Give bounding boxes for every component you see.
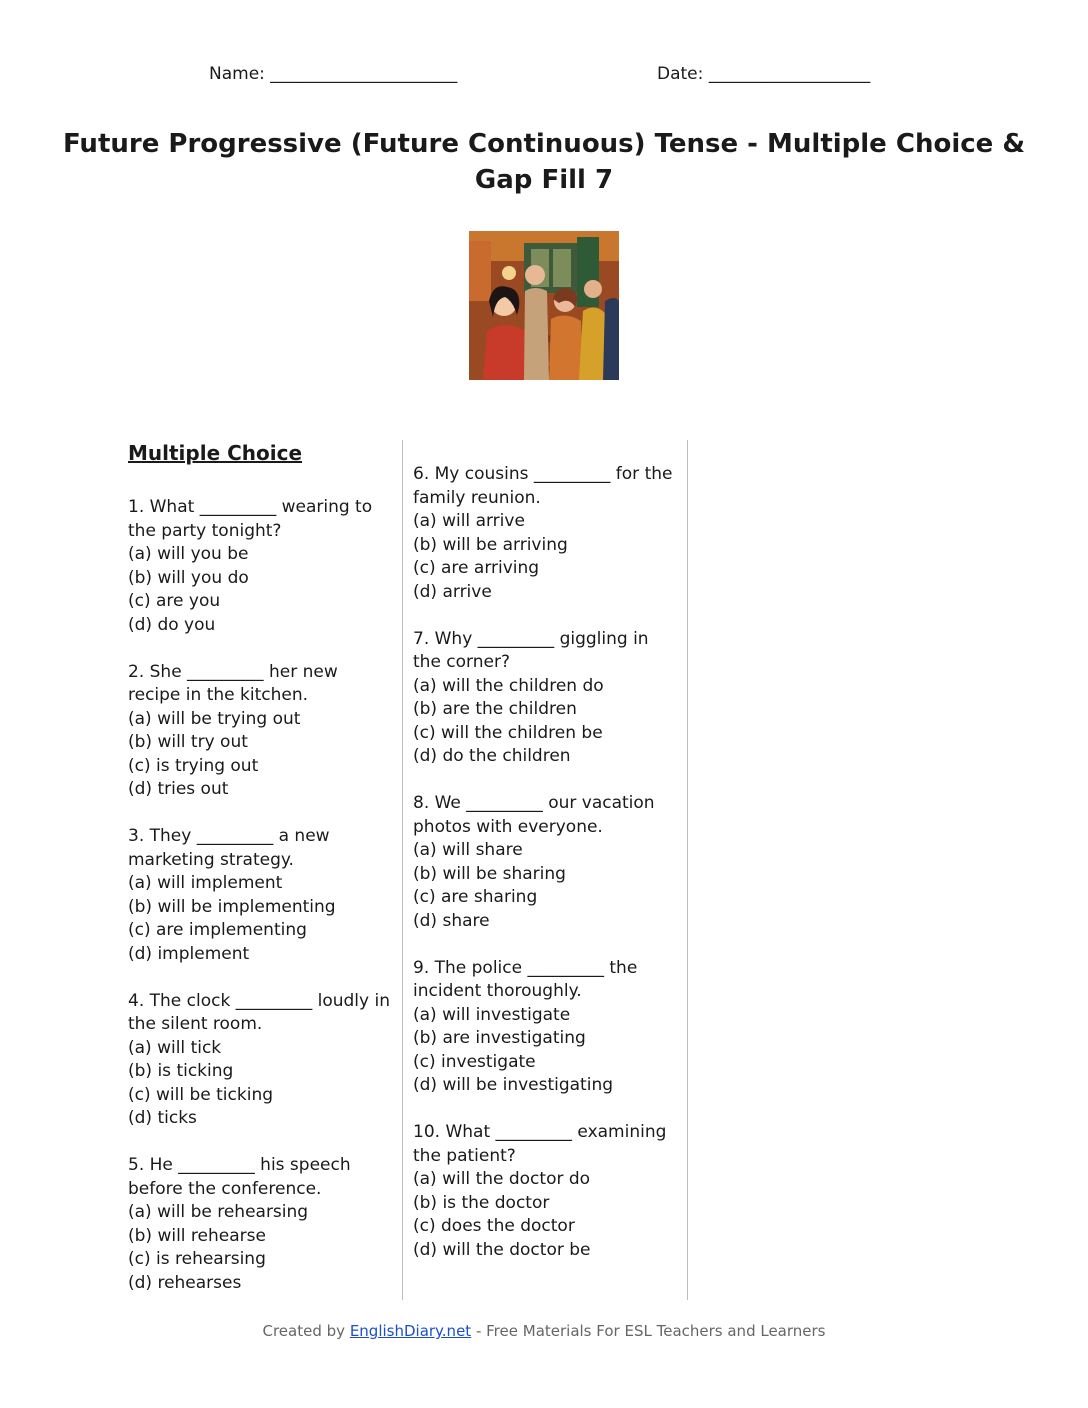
footer-prefix: Created by (262, 1322, 346, 1340)
section-title: Multiple Choice (128, 441, 303, 465)
question (128, 990, 390, 1131)
question-text: 9. The police _________ the incident thoroughly. (413, 957, 638, 1001)
question-text: 8. We _________ our vacation photos with everyone. (413, 793, 655, 837)
answer-option: (c) are implementing (128, 920, 307, 940)
answer-option: (b) are investigating (413, 1028, 586, 1048)
question-text: 10. What _________ examining the patient? (413, 1122, 667, 1166)
page-title: Future Progressive (Future Continuous) Tense - Multiple Choice & Gap Fill 7 (62, 129, 1026, 195)
question (128, 1154, 390, 1295)
answer-option: (d) ticks (128, 1108, 197, 1128)
answer-option: (b) will you do (128, 567, 249, 588)
answer-option: (c) will be ticking (128, 1084, 274, 1105)
name-field: Name: ______________________ (209, 64, 458, 84)
answer-option: (d) do you (128, 614, 216, 635)
questions-column-2 (413, 463, 675, 1286)
question-text: 4. The clock _________ loudly in the silent room. (128, 990, 390, 1034)
question (128, 661, 390, 802)
question-text: 3. They _________ a new marketing strategy. (128, 826, 330, 870)
date-field: Date: ___________________ (657, 64, 871, 84)
answer-option: (a) will implement (128, 873, 283, 893)
answer-option: (c) are sharing (413, 887, 538, 907)
answer-option: (c) is rehearsing (128, 1249, 266, 1269)
answer-option: (d) will the doctor be (413, 1239, 591, 1260)
answer-option: (a) will you be (128, 544, 249, 564)
footer (0, 1322, 1088, 1340)
answer-option: (b) is ticking (128, 1061, 234, 1081)
answer-option: (a) will arrive (413, 511, 525, 531)
answer-option: (d) rehearses (128, 1272, 242, 1293)
question-text: 2. She _________ her new recipe in the kitchen. (128, 661, 338, 705)
answer-option: (a) will be rehearsing (128, 1202, 309, 1222)
footer-link[interactable]: EnglishDiary.net (349, 1322, 472, 1340)
answer-option: (c) are you (128, 591, 221, 611)
answer-option: (b) will try out (128, 732, 248, 752)
question (413, 463, 675, 604)
question (413, 1121, 675, 1262)
column-divider (402, 440, 403, 1300)
question-text: 7. Why _________ giggling in the corner? (413, 628, 649, 672)
footer-suffix: - Free Materials For ESL Teachers and Learners (475, 1322, 826, 1340)
answer-option: (b) will be sharing (413, 863, 566, 884)
column-divider (687, 440, 688, 1300)
answer-option: (b) are the children (413, 699, 577, 719)
answer-option: (b) will rehearse (128, 1225, 266, 1246)
question-text: 6. My cousins _________ for the family reunion. (413, 464, 673, 508)
answer-option: (c) are arriving (413, 558, 540, 578)
answer-option: (b) will be implementing (128, 896, 336, 917)
answer-option: (c) will the children be (413, 722, 603, 743)
answer-option: (d) will be investigating (413, 1075, 614, 1095)
answer-option: (a) will the doctor do (413, 1169, 591, 1189)
answer-option: (c) is trying out (128, 755, 259, 776)
question (128, 825, 390, 966)
question (413, 628, 675, 769)
answer-option: (d) do the children (413, 746, 571, 766)
answer-option: (d) arrive (413, 581, 492, 602)
answer-option: (d) implement (128, 943, 250, 964)
answer-option: (c) does the doctor (413, 1216, 575, 1236)
answer-option: (a) will share (413, 840, 523, 860)
question (413, 957, 675, 1098)
question (128, 496, 390, 637)
answer-option: (a) will the children do (413, 675, 604, 696)
question-text: 1. What _________ wearing to the party tonight? (128, 497, 373, 541)
answer-option: (d) tries out (128, 779, 229, 799)
answer-option: (b) is the doctor (413, 1192, 550, 1213)
question-text: 5. He _________ his speech before the conference. (128, 1155, 351, 1199)
answer-option: (a) will be trying out (128, 708, 301, 729)
party-illustration (469, 231, 619, 380)
answer-option: (a) will investigate (413, 1004, 571, 1025)
answer-option: (a) will tick (128, 1037, 222, 1058)
answer-option: (d) share (413, 910, 490, 931)
question (413, 792, 675, 933)
answer-option: (b) will be arriving (413, 534, 568, 555)
questions-column-1 (128, 440, 390, 1319)
answer-option: (c) investigate (413, 1051, 536, 1072)
